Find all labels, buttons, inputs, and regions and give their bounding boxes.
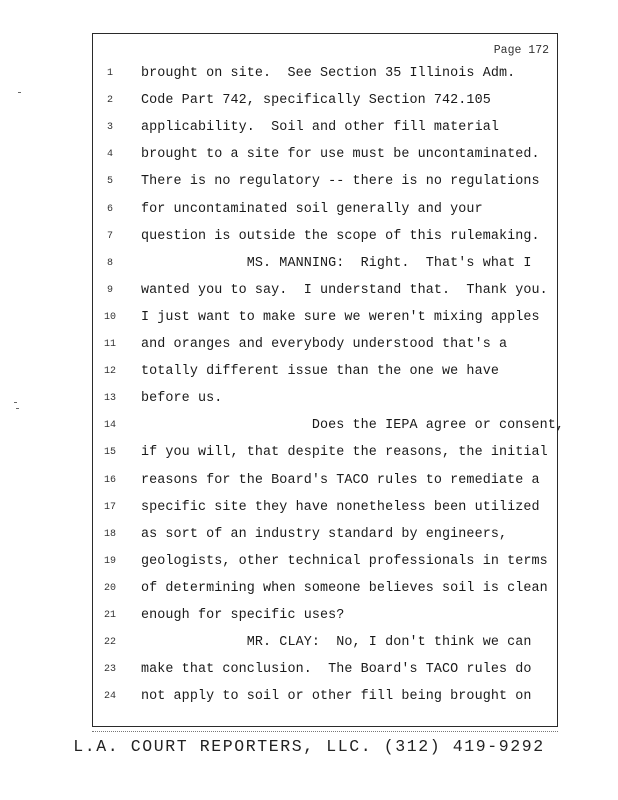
transcript-line: applicability. Soil and other fill material xyxy=(141,120,499,136)
transcript-line: make that conclusion. The Board's TACO rules do xyxy=(141,662,532,678)
transcript-line: wanted you to say. I understand that. Thank you. xyxy=(141,282,548,298)
transcript-line: Does the IEPA agree or consent, xyxy=(141,418,565,434)
line-number: 10 xyxy=(103,311,116,323)
line-number: 7 xyxy=(106,230,113,242)
line-number: 4 xyxy=(106,149,113,161)
line-number: 13 xyxy=(103,393,116,405)
line-number: 6 xyxy=(106,203,113,215)
transcript-line: not apply to soil or other fill being brought on xyxy=(141,689,532,705)
transcript-line: brought to a site for use must be uncontaminated. xyxy=(141,147,540,163)
scan-speck xyxy=(14,402,17,403)
transcript-line: totally different issue than the one we have xyxy=(141,364,499,380)
line-number: 1 xyxy=(106,68,113,79)
transcript-line: There is no regulatory -- there is no regulations xyxy=(141,174,540,190)
transcript-line: and oranges and everybody understood that's a xyxy=(141,337,508,352)
transcript-line: I just want to make sure we weren't mixing apples xyxy=(141,309,540,325)
transcript-line: enough for specific uses? xyxy=(141,608,345,623)
line-number: 19 xyxy=(103,555,116,567)
line-number: 24 xyxy=(103,691,116,703)
line-number: 12 xyxy=(103,366,116,378)
line-number: 21 xyxy=(103,610,116,621)
line-number: 2 xyxy=(106,95,113,107)
transcript-line: Code Part 742, specifically Section 742.105 xyxy=(141,93,491,109)
transcript-line: as sort of an industry standard by engineers, xyxy=(141,526,508,542)
scan-speck xyxy=(16,408,19,409)
line-number: 8 xyxy=(106,257,113,269)
line-number: 5 xyxy=(106,176,113,188)
transcript-page-frame xyxy=(92,33,565,727)
transcript-line: of determining when someone believes soil is clean xyxy=(141,580,548,596)
line-number: 15 xyxy=(103,447,116,459)
scan-speck xyxy=(18,92,21,93)
line-number: 23 xyxy=(103,664,116,676)
line-number: 3 xyxy=(106,122,113,134)
line-number: 17 xyxy=(103,501,116,513)
transcript-line: MS. MANNING: Right. That's what I xyxy=(141,255,532,271)
page-number: Page 172 xyxy=(493,44,549,57)
transcript-line: before us. xyxy=(141,391,223,407)
line-number: 22 xyxy=(103,637,116,649)
transcript-line: for uncontaminated soil generally and your xyxy=(141,201,483,217)
line-number: 16 xyxy=(103,474,116,486)
transcript-line: reasons for the Board's TACO rules to remediate a xyxy=(141,472,540,488)
transcript-line: question is outside the scope of this rulemaking. xyxy=(141,228,540,244)
line-number: 14 xyxy=(103,420,116,432)
transcript-line: specific site they have nonetheless been utilized xyxy=(141,499,540,515)
court-reporter-footer: L.A. COURT REPORTERS, LLC. (312) 419-9292 xyxy=(73,737,545,756)
line-number: 20 xyxy=(103,582,116,594)
transcript-line: geologists, other technical professionals in terms xyxy=(141,553,548,569)
transcript-line: if you will, that despite the reasons, the initial xyxy=(141,445,548,461)
line-number: 18 xyxy=(103,528,116,540)
line-number: 11 xyxy=(103,339,116,350)
transcript-line: brought on site. See Section 35 Illinois Adm. xyxy=(141,66,516,81)
line-number: 9 xyxy=(106,284,113,296)
transcript-line: MR. CLAY: No, I don't think we can xyxy=(141,635,532,651)
